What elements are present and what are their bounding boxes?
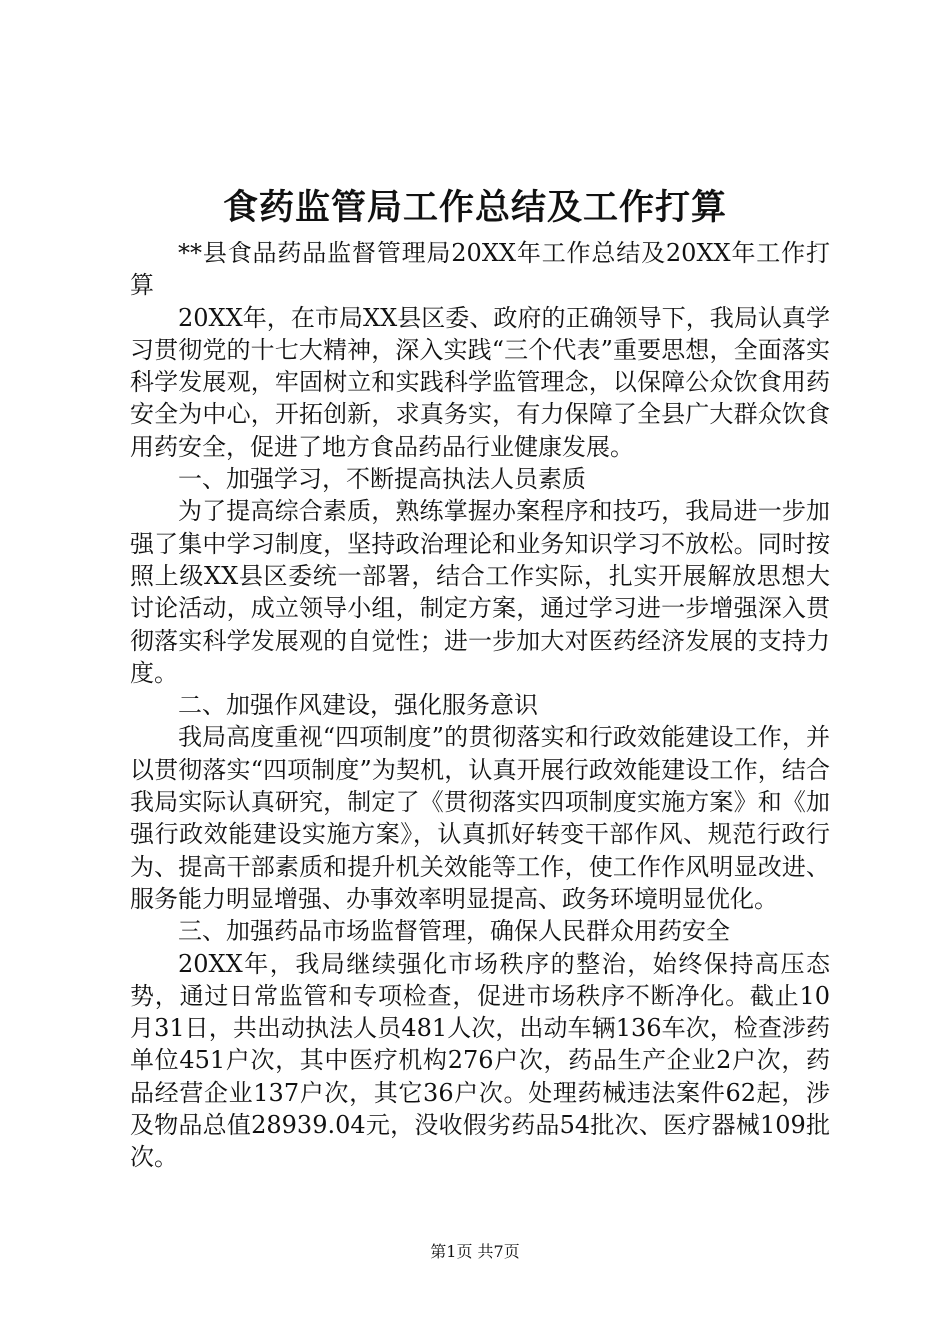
- section-heading-2: 二、加强作风建设，强化服务意识: [178, 691, 538, 720]
- subtitle-paragraph: **县食品药品监督管理局20XX年工作总结及20XX年工作打算: [130, 239, 830, 300]
- section-heading-1: 一、加强学习，不断提高执法人员素质: [178, 465, 586, 494]
- document-body: [130, 237, 830, 1174]
- document-title: 食药监管局工作总结及工作打算: [222, 187, 727, 228]
- section-paragraph-3: 20XX年，我局继续强化市场秩序的整治，始终保持高压态势，通过日常监管和专项检查，促进市场秩序不断净化。截止10月31日，共出动执法人员481人次，出动车辆136车次，检查涉药单位451户次，其中医疗机构276户次，药品生产企业2户次，药品经营企业137户次，其它36户次。处理药械违法案件62起，涉及物品总值28939.04元，没收假劣药品54批次、医疗器械109批次。: [130, 949, 830, 1172]
- section-paragraph-1: 为了提高综合素质，熟练掌握办案程序和技巧，我局进一步加强了集中学习制度，坚持政治理论和业务知识学习不放松。同时按照上级XX县区委统一部署，结合工作实际，扎实开展解放思想大讨论活动，成立领导小组，制定方案，通过学习进一步增强深入贯彻落实科学发展观的自觉性；进一步加大对医药经济发展的支持力度。: [130, 497, 830, 687]
- section-paragraph-2: 我局高度重视“四项制度”的贯彻落实和行政效能建设工作，并以贯彻落实“四项制度”为契机，认真开展行政效能建设工作，结合我局实际认真研究，制定了《贯彻落实四项制度实施方案》和《加强行政效能建设实施方案》，认真抓好转变干部作风、规范行政行为、提高干部素质和提升机关效能等工作，使工作作风明显改进、服务能力明显增强、办事效率明显提高、政务环境明显优化。: [130, 723, 830, 913]
- section-heading-3: 三、加强药品市场监督管理，确保人民群众用药安全: [178, 917, 730, 946]
- page-number-footer: 第1页 共7页: [430, 1242, 520, 1261]
- intro-paragraph: 20XX年，在市局XX县区委、政府的正确领导下，我局认真学习贯彻党的十七大精神，深入实践“三个代表”重要思想，全面落实科学发展观，牢固树立和实践科学监管理念，以保障公众饮食用药安全为中心，开拓创新，求真务实，有力保障了全县广大群众饮食用药安全，促进了地方食品药品行业健康发展。: [130, 303, 830, 461]
